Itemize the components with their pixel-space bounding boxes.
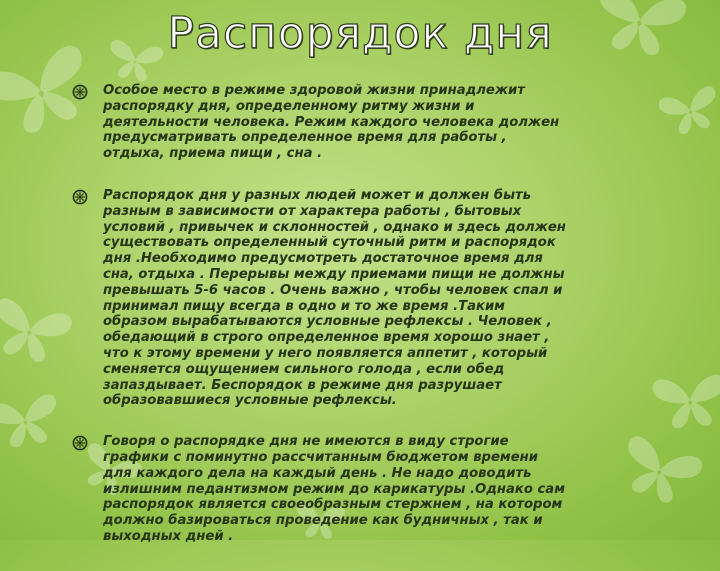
paragraph-3	[72, 434, 648, 545]
paragraph-text: Распорядок дня у разных людей может и должен быть разным в зависимости от характера работы , бытовых условий , привычек и склонностей , однако и здесь должен существовать определенный суточный ритм и распорядок дня .Необходимо предусмотреть достаточное время для сна, отдыха . Перерывы между приемами пищи не должны превышать 5-6 часов . Очень важно , чтобы человек спал и принимал пищу всегда в одно и то же время .Таким образом вырабатываются условные рефлексы . Человек , обедающий в строго определенное время хорошо знает , что к этому времени у него появляется аппетит , который сменяется ощущением сильного голода , если обед запаздывает. Беспорядок в режиме дня разрушает образовавшиеся условные рефлексы.	[103, 187, 566, 409]
sunburst-bullet-icon	[72, 435, 88, 451]
sunburst-bullet-icon	[72, 189, 88, 205]
slide-body	[72, 83, 648, 571]
butterfly-icon	[0, 393, 63, 451]
butterfly-icon	[0, 296, 74, 368]
paragraph-text: Говоря о распорядке дня не имеются в виду строгие графики с поминутно рассчитанным бюджетом времени для каждого дела на каждый день . Не надо доводить излишним педантизмом режим до карикатуры .Однако сам распорядок является своеобразным стержнем , на котором должно базироваться проведение как будничных , так и выходных дней .	[103, 434, 565, 544]
sunburst-bullet-icon	[72, 84, 88, 100]
paragraph-text: Особое место в режиме здоровой жизни принадлежит распорядку дня, определенному ритму жизни и деятельности человека. Режим каждого человека должен предусматривать определенное время для работы , отдыха, приема пищи , сна .	[103, 83, 560, 162]
paragraph-1	[72, 83, 648, 162]
butterfly-icon	[657, 85, 720, 139]
slide-title: Распорядок дня	[167, 8, 553, 59]
butterfly-icon	[652, 374, 720, 430]
paragraph-2	[72, 188, 648, 409]
